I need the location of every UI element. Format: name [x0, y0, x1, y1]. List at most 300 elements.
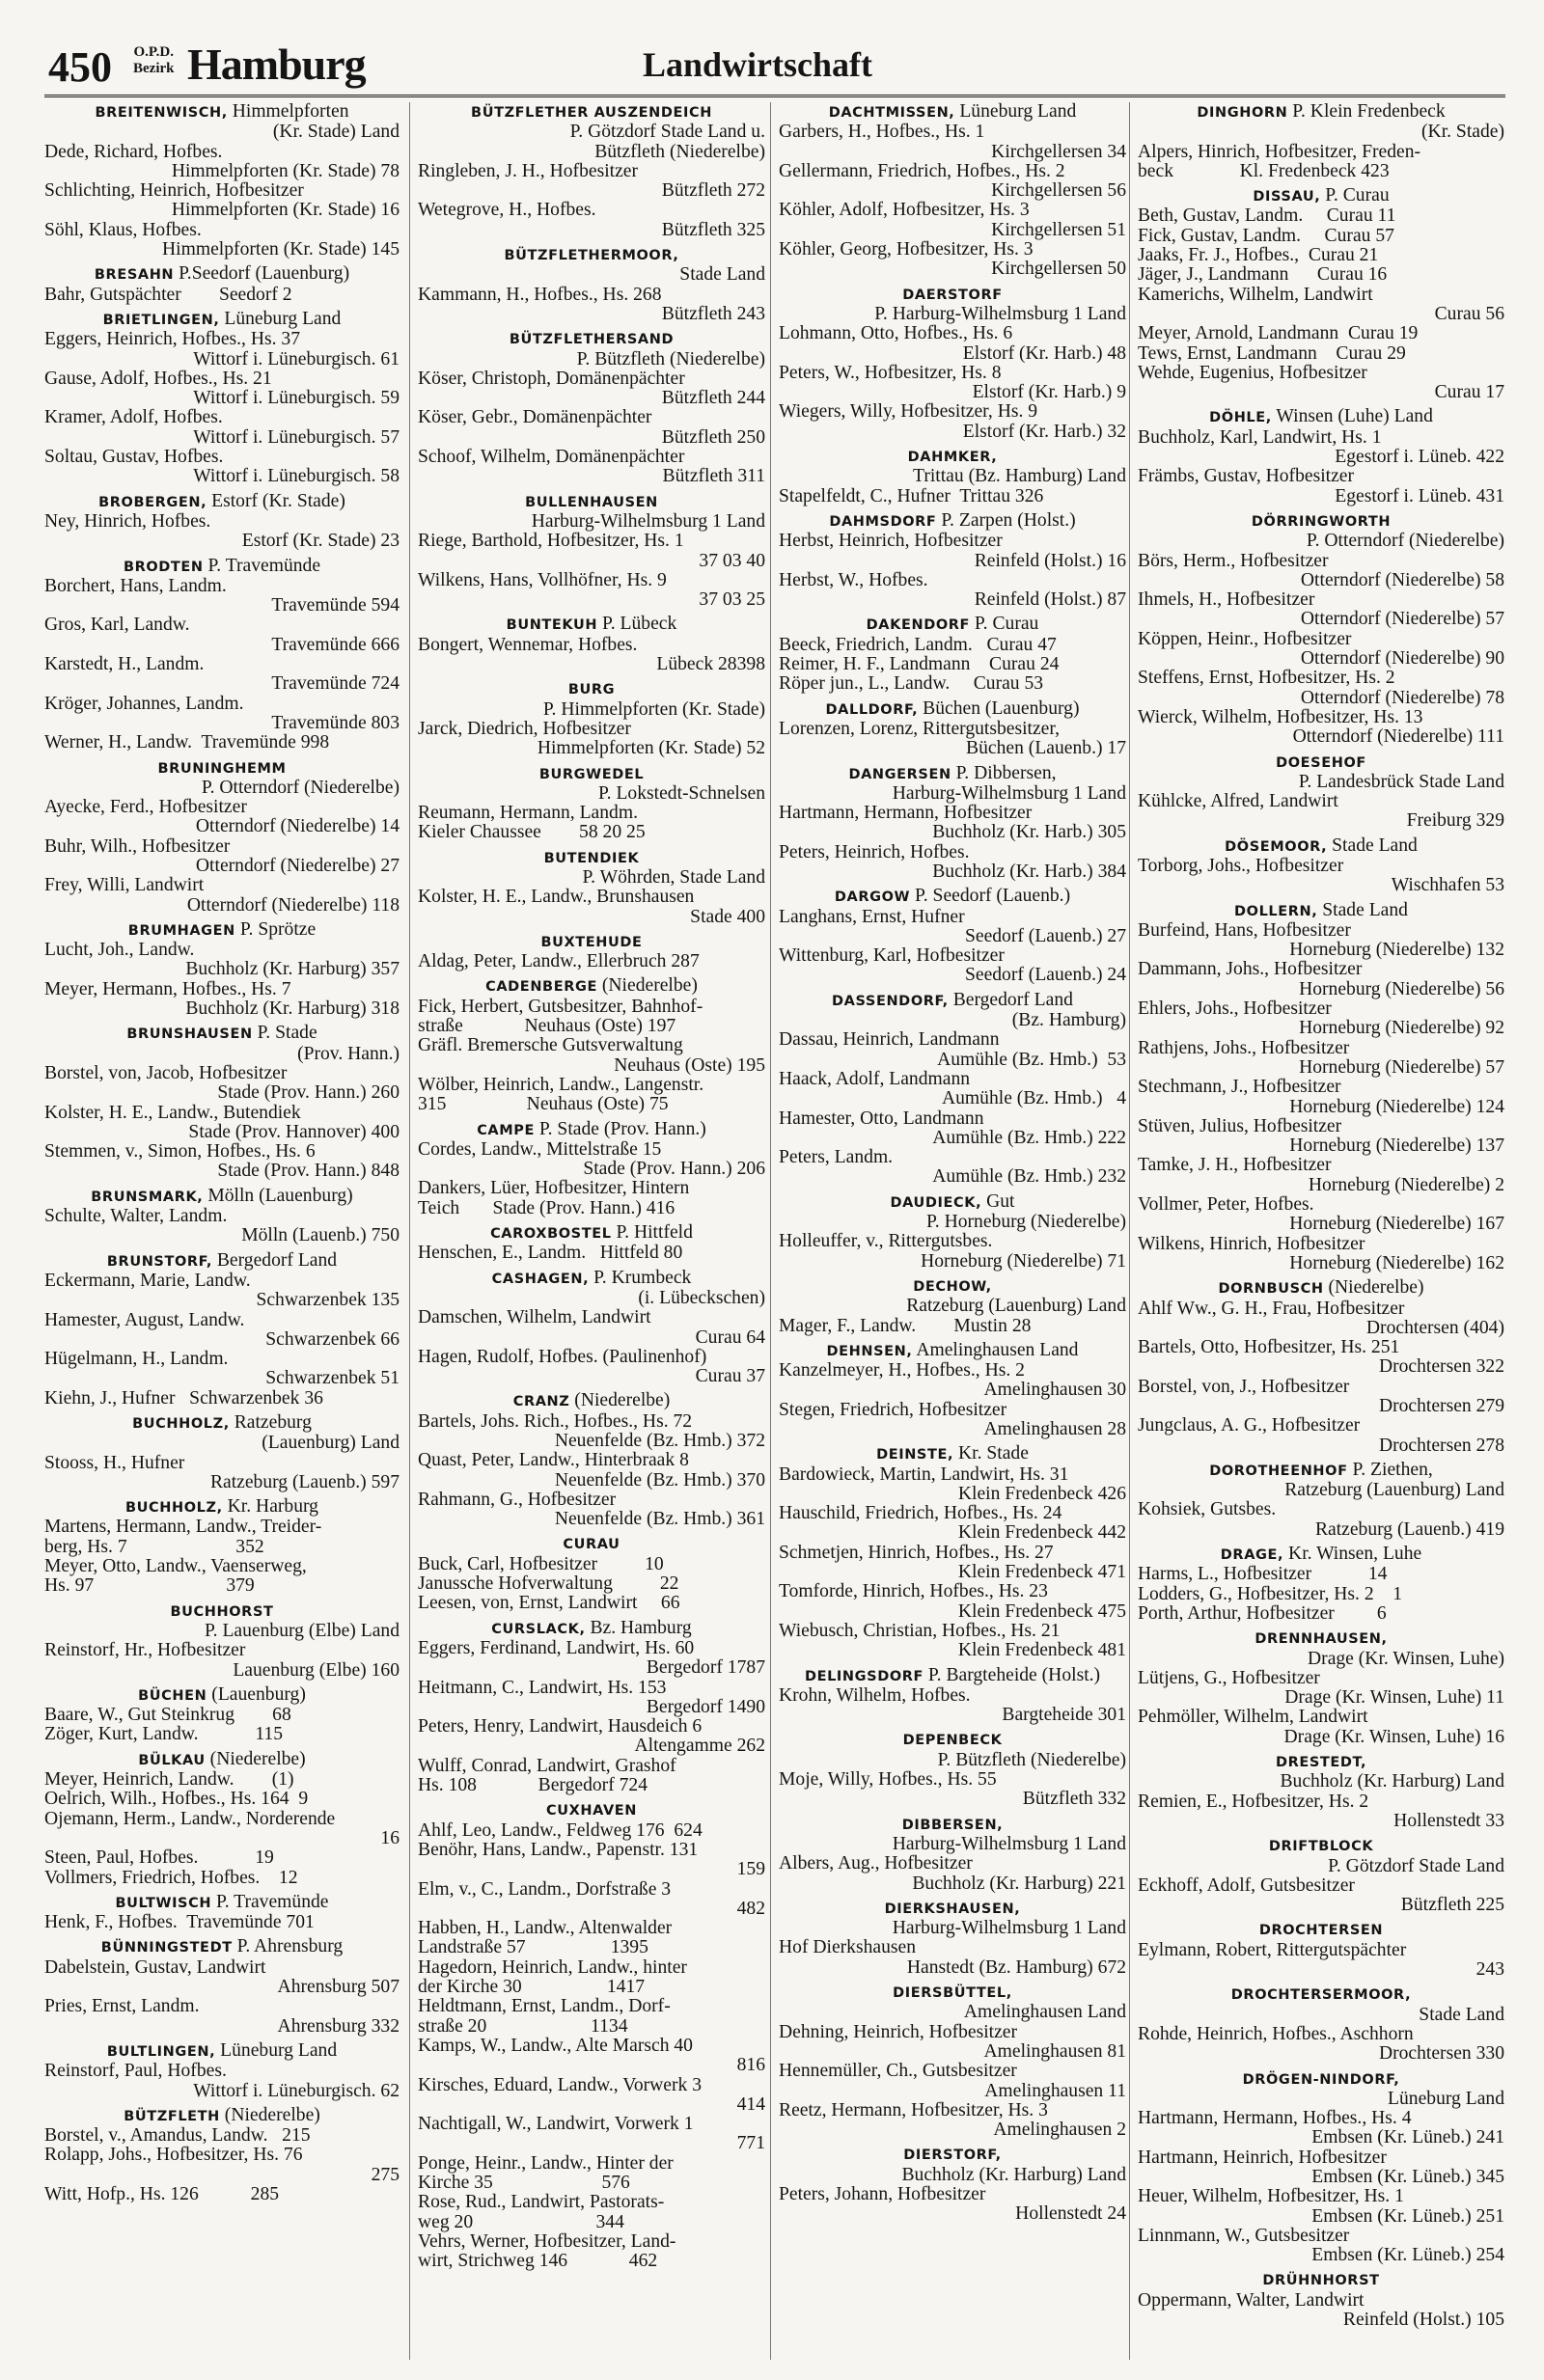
place-name: CUXHAVEN [545, 1803, 638, 1819]
place-entry [1138, 1752, 1504, 1831]
place-heading [1138, 1920, 1504, 1940]
place-heading [418, 492, 765, 512]
listing-line: Travemünde 666 [271, 634, 400, 655]
place-entry [779, 1899, 1126, 1978]
listing-line: Wölber, Heinrich, Landw., Langenstr. [418, 1074, 704, 1095]
listing-line: Stapelfeldt, C., Hufner Trittau 326 [779, 485, 1044, 506]
place-postal-info: P. Curau [1320, 185, 1390, 206]
listing-line: Albers, Aug., Hofbesitzer [779, 1853, 973, 1874]
listing-line: Köhler, Georg, Hofbesitzer, Hs. 3 [779, 239, 1034, 260]
place-heading [1138, 102, 1504, 123]
listing-line: Eggers, Ferdinand, Landwirt, Hs. 60 [418, 1637, 695, 1658]
listing-line: Buchholz, Karl, Landwirt, Hs. 1 [1138, 426, 1382, 448]
listing-line: Bergedorf 1490 [646, 1696, 765, 1717]
place-name: BUCHHOLZ, [125, 1500, 223, 1517]
place-entry [779, 1730, 1126, 1809]
listing-line: Trittau (Bz. Hamburg) Land [913, 466, 1126, 487]
listing-line: 243 [1475, 1959, 1504, 1981]
listing-line: Torborg, Johs., Hofbesitzer [1138, 855, 1344, 876]
place-heading [44, 1024, 400, 1044]
place-name: BÜTZFLETH [124, 2108, 220, 2124]
place-postal-info: Gut [981, 1190, 1015, 1212]
listing-line: Dabelstein, Gustav, Landwirt [44, 1956, 266, 1978]
listing-line: Estorf (Kr. Stade) 23 [241, 531, 400, 552]
place-heading [418, 1534, 765, 1554]
opd-line2: Bezirk [133, 61, 175, 76]
listing-line: 315 Neuhaus (Oste) 75 [418, 1094, 669, 1115]
listing-line: Wittorf i. Lüneburgisch. 57 [193, 426, 400, 448]
place-heading [779, 285, 1126, 305]
listing-line: Buchholz (Kr. Harburg) Land [1280, 1771, 1504, 1792]
listing-line: Wittorf i. Lüneburgisch. 59 [193, 388, 400, 409]
page-header [44, 39, 1505, 97]
listing-line: Wittenburg, Karl, Hofbesitzer [779, 945, 1005, 967]
listing-line: Hanstedt (Bz. Hamburg) 672 [906, 1956, 1126, 1978]
listing-line: weg 20 344 [418, 2211, 624, 2232]
listing-line: (i. Lübeckschen) [638, 1287, 765, 1308]
place-name: CURSLACK, [491, 1621, 586, 1637]
place-heading [44, 557, 400, 577]
place-entry [779, 615, 1126, 694]
place-postal-info: Bergedorf Land [211, 1249, 338, 1271]
listing-line: Lodders, G., Hofbesitzer, Hs. 2 1 [1138, 1583, 1403, 1604]
listing-line: Rahmann, G., Hofbesitzer [418, 1489, 617, 1510]
place-name: DÖSEMOOR, [1225, 838, 1328, 855]
place-name: BÜTZFLETHERMOOR, [504, 248, 679, 264]
city-title: Hamburg [187, 40, 366, 89]
listing-line: Amelinghausen 11 [984, 2080, 1126, 2101]
listing-line: Rohde, Heinrich, Hofbes., Aschhorn [1138, 2023, 1414, 2044]
place-entry [44, 102, 400, 260]
place-heading [779, 1341, 1126, 1361]
listing-line: 159 [736, 1859, 765, 1880]
place-postal-info: P. Bargteheide (Holst.) [924, 1664, 1101, 1685]
listing-line: Werner, H., Landw. Travemünde 998 [44, 732, 330, 753]
place-entry [44, 758, 400, 916]
listing-line: 482 [736, 1898, 765, 1919]
place-name: CASHAGEN, [491, 1271, 590, 1287]
listing-line: Borstel, v., Amandus, Landw. 215 [44, 2125, 311, 2147]
listing-line: Buchholz (Kr. Harburg) 221 [912, 1873, 1126, 1894]
listing-line: Stegen, Friedrich, Hofbesitzer [779, 1399, 1007, 1420]
listing-line: P. Himmelpforten (Kr. Stade) [542, 698, 765, 720]
listing-line: Haack, Adolf, Landmann [779, 1068, 971, 1089]
listing-line: Beeck, Friedrich, Landm. Curau 47 [779, 634, 1057, 655]
place-entry [418, 976, 765, 1114]
listing-line: Pehmöller, Wilhelm, Landwirt [1138, 1707, 1368, 1728]
place-heading [44, 1750, 400, 1770]
listing-line: Lüneburg Land [1388, 2088, 1504, 2109]
place-heading [44, 1251, 400, 1272]
place-entry [779, 1192, 1126, 1272]
place-postal-info: P. Klein Fredenbeck [1287, 102, 1446, 122]
listing-line: Hamester, August, Landw. [44, 1309, 245, 1330]
place-entry [1138, 1461, 1504, 1540]
listing-line: Martens, Hermann, Landw., Treider- [44, 1517, 322, 1538]
listing-line: beck Kl. Fredenbeck 423 [1138, 160, 1390, 181]
place-name: DACHTMISSEN, [828, 105, 955, 121]
listing-line: Meyer, Arnold, Landmann Curau 19 [1138, 323, 1419, 344]
listing-line: Amelinghausen 2 [993, 2120, 1126, 2141]
place-heading [418, 1269, 765, 1289]
listing-line: straße Neuhaus (Oste) 197 [418, 1016, 676, 1037]
listing-line: Eckermann, Marie, Landw. [44, 1270, 251, 1291]
place-heading [418, 1619, 765, 1639]
listing-line: Egestorf i. Lüneb. 422 [1335, 447, 1504, 468]
place-name: DIERSBÜTTEL, [893, 1985, 1012, 2002]
place-entry [418, 1391, 765, 1529]
listing-line: Henk, F., Hofbes. Travemünde 701 [44, 1912, 315, 1933]
place-entry [779, 1276, 1126, 1336]
listing-line: Dankers, Lüer, Hofbesitzer, Hintern [418, 1178, 690, 1199]
listing-line: Eylmann, Robert, Rittergutspächter [1138, 1939, 1407, 1960]
place-entry [418, 1619, 765, 1796]
listing-line: Himmelpforten (Kr. Stade) 78 [171, 160, 400, 181]
place-heading [44, 1893, 400, 1913]
place-name: DOESEHOF [1276, 754, 1366, 771]
listing-line: Gros, Karl, Landw. [44, 615, 190, 636]
place-entry [44, 1187, 400, 1246]
listing-line: P. Wöhrden, Stade Land [582, 866, 765, 888]
place-postal-info: (Niederelbe) [1323, 1277, 1424, 1299]
place-heading [418, 102, 765, 123]
listing-line: Eckhoff, Adolf, Gutsbesitzer [1138, 1874, 1355, 1896]
place-heading [418, 679, 765, 699]
listing-line: Hof Dierkshausen [779, 1937, 917, 1958]
listing-line: Herbst, Heinrich, Hofbesitzer [779, 531, 1003, 552]
listing-line: Quast, Peter, Landw., Hinterbraak 8 [418, 1450, 689, 1471]
listing-line: Bützfleth 250 [661, 426, 765, 448]
listing-line: Witt, Hofp., Hs. 126 285 [44, 2183, 280, 2204]
listing-line: Ratzeburg (Lauenb.) 597 [209, 1471, 400, 1492]
listing-line: Bargteheide 301 [1002, 1705, 1126, 1726]
listing-line: Krohn, Wilhelm, Hofbes. [779, 1684, 971, 1706]
listing-line: Horneburg (Niederelbe) 137 [1289, 1135, 1504, 1157]
listing-line: (Lauenburg) Land [262, 1433, 400, 1454]
listing-line: Klein Fredenbeck 481 [957, 1640, 1126, 1661]
place-heading [418, 1223, 765, 1244]
place-name: BRUNSTORF, [106, 1253, 212, 1270]
place-name: DECHOW, [913, 1278, 992, 1295]
listing-line: Embsen (Kr. Lüneb.) 254 [1311, 2245, 1504, 2266]
listing-line: Embsen (Kr. Lüneb.) 345 [1311, 2166, 1504, 2187]
place-heading [779, 615, 1126, 635]
listing-line: Curau 56 [1434, 303, 1504, 324]
directory-columns [44, 102, 1505, 2361]
listing-line: Wittorf i. Lüneburgisch. 62 [193, 2080, 400, 2101]
place-heading [779, 887, 1126, 907]
listing-line: Travemünde 724 [271, 673, 400, 695]
place-heading [44, 310, 400, 330]
listing-line: Peters, Landm. [779, 1147, 894, 1168]
listing-line: Reinfeld (Holst.) 105 [1342, 2310, 1504, 2331]
listing-line: Kirchgellersen 50 [991, 259, 1126, 280]
listing-line: Kirchgellersen 51 [991, 219, 1126, 240]
place-heading [1138, 1836, 1504, 1856]
place-entry [418, 1800, 765, 2271]
listing-line: Stade Land [1419, 2004, 1504, 2025]
listing-line: Kramer, Adolf, Hofbes. [44, 407, 223, 428]
place-heading [44, 2106, 400, 2126]
place-heading [44, 758, 400, 779]
place-postal-info: P. Ahrensburg [232, 1936, 344, 1957]
listing-line: Stade 400 [690, 906, 765, 927]
listing-line: Remien, E., Hofbesitzer, Hs. 2 [1138, 1791, 1369, 1812]
listing-line: Wilkens, Hinrich, Hofbesitzer [1138, 1233, 1365, 1254]
listing-line: Kammann, H., Hofbes., Hs. 268 [418, 284, 662, 305]
place-entry [44, 1937, 400, 2036]
listing-line: Bützfleth 243 [661, 303, 765, 324]
listing-line: Reinstorf, Hr., Hofbesitzer [44, 1640, 246, 1661]
place-entry [44, 1601, 400, 1681]
place-name: DAUDIECK, [890, 1194, 982, 1211]
listing-line: Kolster, H. E., Landw., Brunshausen [418, 887, 695, 908]
place-postal-info: (Niederelbe) [219, 2104, 320, 2125]
listing-line: Köhler, Adolf, Hofbesitzer, Hs. 3 [779, 200, 1030, 221]
place-name: BULTWISCH [115, 1895, 212, 1911]
place-postal-info: (Lauenburg) [207, 1683, 306, 1705]
listing-line: Lübeck 28398 [656, 654, 765, 675]
place-postal-info: P. Seedorf (Lauenb.) [910, 886, 1071, 907]
page-number: 450 [48, 43, 112, 91]
listing-line: Wetegrove, H., Hofbes. [418, 200, 596, 221]
listing-line: Amelinghausen 81 [983, 2040, 1126, 2062]
place-entry [779, 1815, 1126, 1894]
place-heading [1138, 186, 1504, 206]
place-name: DORNBUSCH [1218, 1281, 1324, 1298]
listing-line: Beth, Gustav, Landm. Curau 11 [1138, 205, 1396, 227]
listing-line: Buck, Carl, Hofbesitzer 10 [418, 1553, 664, 1574]
listing-line: Stade (Prov. Hann.) 848 [217, 1161, 400, 1182]
listing-line: Ahrensburg 507 [277, 1977, 400, 1998]
listing-line: Ratzeburg (Lauenburg) Land [906, 1296, 1126, 1317]
listing-line: Steen, Paul, Hofbes. 19 [44, 1847, 274, 1869]
place-heading [1138, 901, 1504, 921]
listing-line: Aldag, Peter, Landw., Ellerbruch 287 [418, 951, 700, 972]
listing-line: Reinstorf, Paul, Hofbes. [44, 2061, 227, 2082]
place-heading [779, 991, 1126, 1011]
listing-line: Frey, Willi, Landwirt [44, 875, 205, 896]
place-entry [1138, 1545, 1504, 1624]
place-entry [1138, 1836, 1504, 1915]
place-name: DAERSTORF [902, 287, 1003, 303]
place-entry [44, 920, 400, 1019]
listing-line: Neuenfelde (Bz. Hmb.) 372 [554, 1431, 765, 1451]
place-entry [1138, 1984, 1504, 2064]
listing-line: Horneburg (Niederelbe) 2 [1308, 1174, 1504, 1195]
place-entry [1138, 1920, 1504, 1980]
listing-line: Pries, Ernst, Landm. [44, 1996, 200, 2017]
place-postal-info: Estorf (Kr. Stade) [207, 490, 345, 511]
column-4 [1129, 102, 1504, 2360]
listing-line: Kieler Chaussee 58 20 25 [418, 822, 646, 843]
listing-line: Gause, Adolf, Hofbes., Hs. 21 [44, 368, 272, 389]
listing-line: Börs, Herm., Hofbesitzer [1138, 550, 1329, 571]
place-name: BRESAHN [94, 267, 175, 284]
listing-line: Lütjens, G., Hofbesitzer [1138, 1667, 1320, 1688]
listing-line: Meyer, Heinrich, Landw. (1) [44, 1769, 294, 1791]
place-name: DRIFTBLOCK [1268, 1839, 1374, 1855]
place-heading [1138, 1545, 1504, 1565]
listing-line: Landstraße 57 1395 [418, 1937, 648, 1958]
place-entry [418, 1120, 765, 1218]
listing-line: P. Bützfleth (Niederelbe) [937, 1749, 1126, 1770]
place-entry [418, 615, 765, 674]
listing-line: Karstedt, H., Landm. [44, 654, 205, 675]
listing-line: P. Otterndorf (Niederelbe) [201, 777, 400, 798]
listing-line: Rolapp, Johs., Hofbesitzer, Hs. 76 [44, 2145, 303, 2166]
place-name: BRUNSMARK, [91, 1189, 204, 1205]
place-entry [44, 1024, 400, 1181]
place-heading [418, 1800, 765, 1820]
place-heading [418, 976, 765, 997]
place-entry [779, 447, 1126, 506]
listing-line: Himmelpforten (Kr. Stade) 145 [162, 239, 400, 260]
listing-line: Hartmann, Hermann, Hofbesitzer [779, 803, 1033, 824]
listing-line: Kamerichs, Wilhelm, Landwirt [1138, 284, 1373, 305]
listing-line: Kirchgellersen 34 [991, 141, 1126, 162]
listing-line: Cordes, Landw., Mittelstraße 15 [418, 1138, 662, 1160]
listing-line: Otterndorf (Niederelbe) 58 [1300, 569, 1504, 590]
place-heading [1138, 511, 1504, 532]
listing-line: Rose, Rud., Landwirt, Pastorats- [418, 2192, 665, 2213]
listing-line: Stade Land [679, 264, 765, 286]
listing-line: Kiehn, J., Hufner Schwarzenbek 36 [44, 1387, 323, 1409]
listing-line: Tomforde, Hinrich, Hofbes., Hs. 23 [779, 1581, 1048, 1602]
listing-line: P. Horneburg (Niederelbe) [926, 1212, 1126, 1233]
listing-line: Steffens, Ernst, Hofbesitzer, Hs. 2 [1138, 668, 1395, 689]
place-name: DIERKSHAUSEN, [884, 1901, 1021, 1917]
listing-line: Altengamme 262 [634, 1736, 765, 1757]
place-heading [1138, 1628, 1504, 1649]
place-postal-info: P. Curau [970, 614, 1039, 635]
listing-line: Bahr, Gutspächter Seedorf 2 [44, 284, 292, 305]
listing-line: Horneburg (Niederelbe) 57 [1299, 1056, 1504, 1078]
place-name: DAHMSDORF [829, 513, 937, 530]
place-heading [779, 699, 1126, 720]
place-entry [418, 1223, 765, 1264]
listing-line: Borstel, von, Jacob, Hofbesitzer [44, 1062, 288, 1083]
place-heading [44, 264, 400, 285]
listing-line: (Prov. Hann.) [297, 1043, 400, 1064]
listing-line: Borchert, Hans, Landm. [44, 575, 227, 596]
listing-line: Eggers, Heinrich, Hofbes., Hs. 37 [44, 329, 301, 350]
listing-line: Ihmels, H., Hofbesitzer [1138, 589, 1315, 611]
place-entry [418, 679, 765, 758]
place-name: BURG [567, 682, 616, 698]
listing-line: Otterndorf (Niederelbe) 27 [195, 855, 400, 876]
listing-line: Ratzeburg (Lauenb.) 419 [1314, 1518, 1504, 1540]
listing-line: Ojemann, Herm., Landw., Norderende [44, 1808, 336, 1829]
listing-line: Jäger, J., Landmann Curau 16 [1138, 264, 1388, 286]
listing-line: Buhr, Wilh., Hofbesitzer [44, 835, 231, 857]
listing-line: Wittorf i. Lüneburgisch. 61 [193, 348, 400, 369]
listing-line: Amelinghausen 28 [983, 1419, 1126, 1439]
listing-line: Ney, Hinrich, Hofbes. [44, 510, 211, 532]
place-name: DALLDORF, [825, 701, 919, 718]
listing-line: Peters, Heinrich, Hofbes. [779, 841, 970, 862]
listing-line: Kanzelmeyer, H., Hofbes., Hs. 2 [779, 1360, 1025, 1381]
listing-line: Reimer, H. F., Landmann Curau 24 [779, 654, 1060, 675]
place-postal-info: P. Ziethen, [1347, 1459, 1433, 1480]
place-postal-info: Mölln (Lauenburg) [203, 1185, 353, 1206]
place-name: BUCHHORST [170, 1603, 274, 1620]
listing-line: Bongert, Wennemar, Hofbes. [418, 634, 638, 655]
place-entry [1138, 752, 1504, 832]
listing-line: Kirsches, Eduard, Landw., Vorwerk 3 [418, 2074, 703, 2095]
listing-line: Harburg-Wilhelmsburg 1 Land [531, 510, 765, 532]
listing-line: Himmelpforten (Kr. Stade) 16 [171, 200, 400, 221]
listing-line: Reetz, Hermann, Hofbesitzer, Hs. 3 [779, 2099, 1048, 2120]
place-name: BÜNNINGSTEDT [100, 1940, 233, 1956]
place-entry [779, 764, 1126, 883]
listing-line: Travemünde 594 [271, 595, 400, 616]
listing-line: Heitmann, C., Landwirt, Hs. 153 [418, 1677, 667, 1698]
listing-line: Embsen (Kr. Lüneb.) 241 [1311, 2127, 1504, 2148]
opd-line1: O.P.D. [133, 44, 175, 60]
place-name: DEHNSEN, [826, 1343, 913, 1359]
place-heading [779, 1666, 1126, 1686]
listing-line: Hollenstedt 33 [1393, 1810, 1504, 1831]
listing-line: Horneburg (Niederelbe) 71 [921, 1250, 1126, 1272]
listing-line: Riege, Barthold, Hofbesitzer, Hs. 1 [418, 531, 684, 552]
place-postal-info: P. Hittfeld [611, 1222, 693, 1244]
listing-line: P. Landesbrück Stade Land [1298, 771, 1504, 792]
listing-line: Neuenfelde (Bz. Hmb.) 361 [554, 1509, 765, 1530]
listing-line: Damschen, Wilhelm, Landwirt [418, 1307, 651, 1328]
listing-line: Aumühle (Bz. Hmb.) 222 [932, 1127, 1126, 1148]
place-heading [779, 447, 1126, 467]
listing-line: Horneburg (Niederelbe) 167 [1289, 1214, 1504, 1235]
listing-line: Peters, Johann, Hofbesitzer [779, 2183, 986, 2204]
place-name: CAROXBOSTEL [490, 1226, 612, 1243]
listing-line: P. Bützfleth (Niederelbe) [576, 348, 765, 369]
listing-line: 37 03 40 [699, 550, 765, 571]
listing-line: Kolster, H. E., Landw., Butendiek [44, 1102, 301, 1123]
listing-line: P. Götzdorf Stade Land u. [569, 122, 765, 143]
place-entry [779, 285, 1126, 442]
place-name: BRODTEN [123, 559, 204, 575]
listing-line: Rathjens, Johs., Hofbesitzer [1138, 1037, 1350, 1058]
listing-line: Oppermann, Walter, Landwirt [1138, 2289, 1365, 2311]
listing-line: Aumühle (Bz. Hmb.) 232 [932, 1166, 1126, 1188]
listing-line: Henschen, E., Landm. Hittfeld 80 [418, 1243, 683, 1264]
place-heading [418, 764, 765, 784]
listing-line: Drochtersen 279 [1378, 1396, 1504, 1416]
listing-line: 816 [736, 2055, 765, 2076]
place-name: BULTLINGEN, [106, 2043, 216, 2060]
listing-line: Benöhr, Hans, Landw., Papenstr. 131 [418, 1839, 699, 1860]
place-entry [1138, 1278, 1504, 1456]
place-name: DIERSTORF, [903, 2147, 1002, 2164]
listing-line: Amelinghausen Land [963, 2002, 1126, 2023]
place-name: DRENNHAUSEN, [1254, 1631, 1388, 1648]
listing-line: Meyer, Otto, Landw., Vaenserweg, [44, 1556, 307, 1577]
place-heading [779, 102, 1126, 123]
listing-line: 414 [736, 2093, 765, 2115]
listing-line: Otterndorf (Niederelbe) 118 [186, 894, 400, 916]
listing-line: Stade (Prov. Hann.) 206 [583, 1159, 765, 1180]
listing-line: Stechmann, J., Hofbesitzer [1138, 1077, 1341, 1098]
place-entry [1138, 1628, 1504, 1747]
listing-line: Moje, Willy, Hofbes., Hs. 55 [779, 1769, 997, 1791]
listing-line: Burfeind, Hans, Hofbesitzer [1138, 919, 1351, 941]
listing-line: 275 [371, 2164, 400, 2185]
place-entry [44, 1893, 400, 1933]
listing-line: Curau 37 [695, 1366, 765, 1387]
listing-line: Buchholz (Kr. Harburg) 357 [185, 959, 400, 980]
place-name: BRUNSHAUSEN [126, 1026, 253, 1043]
